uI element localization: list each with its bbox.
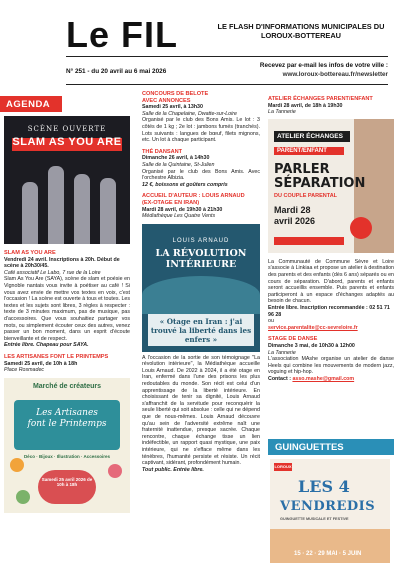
event-footer: 12 €, boissons et goûters compris — [142, 181, 228, 188]
poster-title — [274, 163, 365, 191]
event-heading: THÉ DANSANT — [142, 148, 183, 155]
column-right — [268, 96, 394, 382]
event-heading: SLAM AS YOU ARE — [4, 250, 56, 256]
event-body: La Communauté de Commune Sèvre et Loire s'associe à Linkiaa et propose un atelier à destination des parents et des enfants (dès 6 ans) séparés ou en cours de séparation. D'abord, parents et enfants seront accueillis ensemble. Puis parents et enfants participeront à un espace d'échanges adaptés au besoin de chacun. — [268, 258, 394, 305]
event-footer: Entrée libre. Inscription recommandée : 02 51 71 96 28 — [268, 304, 390, 318]
artisanes-poster-date-badge: Samedi 25 avril 2026 de 10h à 18h — [38, 470, 96, 504]
poster-subtitle: GUINGUETTE MUSICALE ET FESTIVE — [280, 517, 349, 521]
separation-poster — [268, 119, 394, 253]
poster-footer-bar — [274, 237, 344, 245]
book-quote: « Otage en Iran : j'ai trouvé la liberté dans les enfers » — [148, 314, 254, 346]
event-heading: AVEC ANNONCES — [142, 97, 191, 104]
slam-poster-figure — [48, 166, 64, 244]
contact-email-link[interactable]: service.parentalite@cc-sevreloire.fr — [268, 324, 358, 331]
contact-line — [268, 376, 394, 383]
header-rule — [66, 56, 388, 57]
event-body: A l'occasion de la sortie de son témoignage "La révolution intérieure", la Médiathèque accueille Louis Arnaud. De 2022 à 2024, il a été otage en Iran, enfermé dans l'une des prisons les plus redoutables du monde. Son récit est celui d'un apprentissage de la liberté intérieure. En choisissant de tenir sa dignité, Louis Arnaud s'affranchit de la servitude pour reconquérir la seule liberté qui soit absolue : celle qui ne dépend que de nous-mêmes. Louis Arnaud découvre qu'au sein de l'adversité extrême naît une fraternité inattendue, presque sacrée. Chaque rencontre, chaque échange tisse un lien indéfectible, un rapport quasi mystique, une paix intérieure, qui ne s'efface même dans les ténèbres, l'humanité persiste et résiste. Un récit captivant, sidérant, profondément humain. — [142, 354, 260, 467]
contact-label: Contact : — [268, 375, 291, 382]
poster-crowd — [270, 529, 390, 563]
event-date: Mardi 28 avril, de 18h à 19h30 — [268, 102, 343, 109]
event-place: Café associatif Le Labo, 7 rue de la Loire — [4, 269, 101, 276]
event-body: Slam As You Are (SAYA), scène de slam et poésie en Vignoble nantais vous invite à poétiser au café ! Si vous avez envie de mettre vos textes en voix, c'est l'occasion ! La scène est ouverte à tous et toutes. Les textes et les sujets sont libres, 3 règles à respecter : texte de 3 minutes maximum, pas de musique, pas d'accessoires. Que vous souhaitiez partager vos mots, ou simplement écouter ceux des autres, venez passer un bon moment, dans un esprit d'écoute bienveillante et de respect. — [4, 276, 130, 342]
book-title — [142, 248, 260, 270]
event-date: Dimanche 3 mai, de 10h30 à 12h00 — [268, 342, 355, 349]
column-left — [4, 116, 130, 513]
poster-dates: 15 · 22 · 29 MAI · 5 JUIN — [294, 551, 362, 557]
slam-poster-figure — [74, 174, 90, 244]
issue-number: N° 251 - du 20 avril au 6 mai 2026 — [66, 68, 167, 75]
event-place: Place Rosmadec — [4, 367, 45, 374]
poster-title-line: PARLER — [274, 161, 330, 177]
header-rule-bottom — [66, 84, 388, 85]
event-heading: ACCUEIL D'AUTEUR : LOUIS ARNAUD — [142, 193, 245, 200]
newsletter-link[interactable]: www.loroux-bottereau.fr/newsletter — [282, 70, 388, 78]
poster-date — [274, 205, 315, 227]
poster-title-line: SÉPARATION — [274, 175, 366, 191]
flower-icon — [10, 458, 24, 472]
event-date: Mardi 28 avril, de 19h30 à 21h30 — [142, 206, 223, 213]
poster-date-line: Mardi 28 — [274, 204, 311, 215]
event-footer: Entrée libre. Chapeau pour SAYA. — [4, 342, 89, 349]
book-cover — [142, 224, 260, 352]
guinguettes-tab: GUINGUETTES — [268, 439, 394, 455]
book-title-line: INTÉRIEURE — [165, 258, 237, 270]
event-place: Salle de la Chapelaine, Dwatte-sur-Loire — [142, 110, 238, 117]
book-author: LOUIS ARNAUD — [172, 237, 230, 244]
artisanes-poster — [4, 378, 130, 513]
event-place: La Tannerie — [268, 349, 296, 356]
poster-date-line: avril 2026 — [274, 215, 316, 226]
event-heading: ATELIER ÉCHANGES PARENT/ENFANT — [268, 96, 373, 102]
event-footer-or: ou — [268, 318, 274, 325]
contact-email-link[interactable]: asso.mashe@gmail.com — [292, 375, 355, 382]
event-body: L'association MAshe organise un atelier de danse Heels qui combine les mouvements de modern jazz, voguing et hip-hop. — [268, 356, 394, 376]
event-date: Samedi 25 avril, à 13h30 — [142, 104, 203, 111]
book-wave — [142, 276, 260, 314]
brand-title: Le FIL — [66, 14, 178, 55]
event-body: Organisé par le club des Bons Amis. Avec l'orchestre Albizia. — [142, 168, 260, 182]
event-date: Dimanche 26 avril, à 14h30 — [142, 155, 210, 162]
event-date: Samedi 25 avril, de 10h à 18h — [4, 360, 78, 367]
artisanes-poster-top: Marché de créateurs — [32, 382, 102, 390]
event-body: Organisé par le club des Bons Amis. Le lot : 3 côtés de 1 kg ; 2e lot : jambons fumés (tranchés). Lots suivants : langues de bœuf, filets mignons, etc. Un lot à chaque participant. — [142, 117, 260, 144]
event-heading: LES ARTISANES FONT LE PRINTEMPS — [4, 353, 109, 360]
tagline: LE FLASH D'INFORMATIONS MUNICIPALES DU LOROUX-BOTTEREAU — [217, 22, 385, 40]
column-middle — [142, 91, 260, 473]
event-place: Médiathèque Les Quatre Vents — [142, 213, 216, 220]
event-footer: Tout public. Entrée libre. — [142, 466, 204, 473]
event-heading: STAGE DE DANSE — [268, 336, 318, 343]
loroux-logo: LOROUX — [274, 464, 292, 469]
event-date: Vendredi 24 avril. Inscriptions à 20h. Début de scène à 20h30/45. — [4, 256, 120, 270]
flower-icon — [16, 490, 30, 504]
artisanes-poster-title-line: font le Printemps — [27, 418, 107, 429]
event-heading: (EX-OTAGE EN IRAN) — [142, 199, 200, 206]
vendredis-poster — [270, 459, 390, 563]
artisanes-poster-title-line: Les Artisanes — [36, 407, 98, 418]
artisanes-poster-title — [4, 408, 130, 430]
event-heading: CONCOURS DE BELOTE — [142, 91, 209, 97]
event-place: Salle de la Quintaine, St-Julien — [142, 161, 215, 168]
slam-poster-top: SCÈNE OUVERTE — [27, 125, 107, 133]
poster-badge — [350, 217, 372, 239]
poster-subtitle: DU COUPLE PARENTAL — [274, 192, 338, 199]
newsletter-notice — [214, 62, 388, 79]
slam-poster-title: SLAM AS YOU ARE — [12, 136, 122, 148]
event-place: La Tannerie — [268, 109, 296, 116]
newsletter-text: Recevez par e-mail les infos de votre ville : — [259, 62, 388, 69]
slam-poster — [4, 116, 130, 244]
artisanes-poster-sub: Déco · Bijoux · Illustration · Accessoires — [23, 453, 111, 459]
flower-icon — [108, 464, 122, 478]
poster-title: VENDREDIS — [280, 499, 376, 514]
slam-poster-figure — [100, 178, 116, 244]
slam-poster-figure — [22, 182, 38, 244]
poster-label: ATELIER ÉCHANGES — [274, 131, 350, 143]
poster-label: PARENT/ENFANT — [274, 147, 344, 156]
book-title-line: LA RÉVOLUTION — [155, 247, 247, 259]
poster-title: LES 4 — [298, 477, 350, 496]
agenda-tab: AGENDA — [0, 96, 62, 112]
